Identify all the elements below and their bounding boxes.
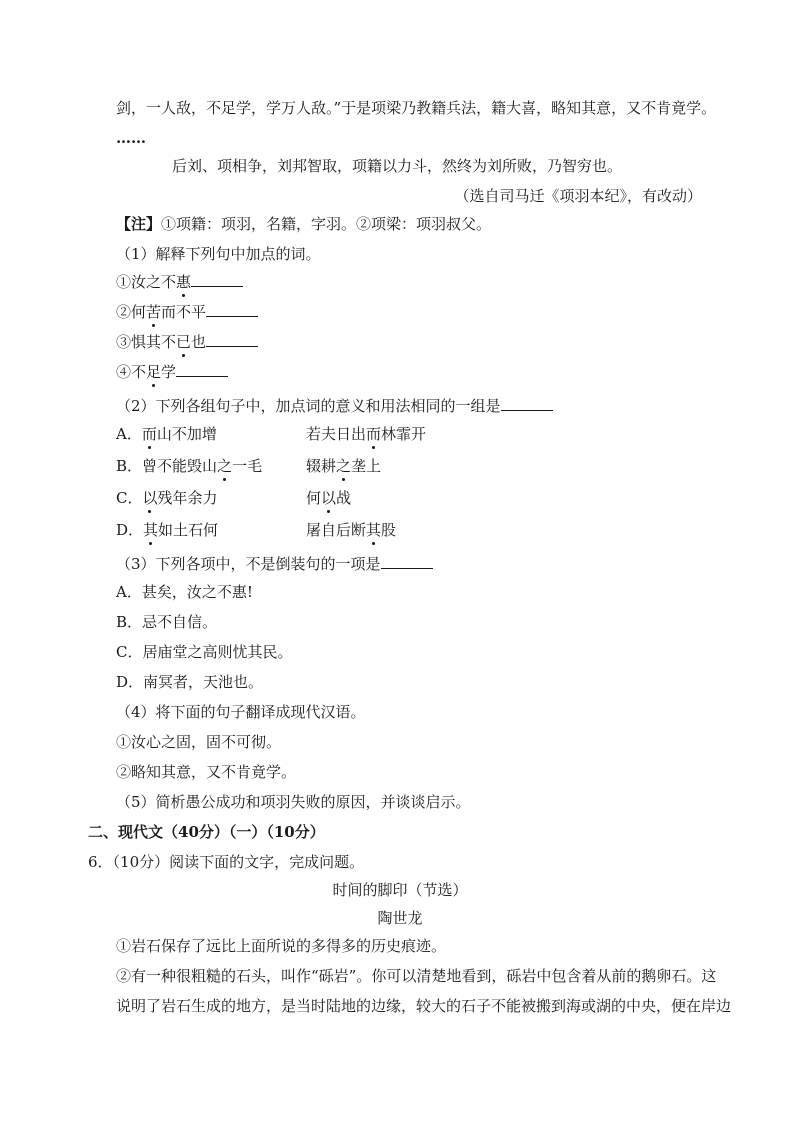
passage-ellipsis: …… bbox=[116, 129, 146, 147]
passage-source: （选自司马迁《项羽本纪》，有改动） bbox=[454, 187, 702, 205]
q1-item-2 bbox=[116, 302, 258, 322]
q1-item-4 bbox=[116, 362, 228, 382]
dotted-word: 已 bbox=[176, 333, 192, 351]
option-label: A． bbox=[116, 425, 142, 443]
option-text: 股 bbox=[381, 521, 397, 539]
option-text: 辍耕 bbox=[306, 457, 337, 475]
dotted-word: 而 bbox=[141, 425, 157, 443]
q1-item-text: 而不平 bbox=[161, 303, 207, 321]
option-label: B． bbox=[116, 457, 143, 475]
article-paragraph-2-line-1: ②有一种很粗糙的石头，叫作“砾岩”。你可以清楚地看到，砾岩中包含着从前的鹅卵石。这 bbox=[116, 967, 717, 985]
article-paragraph-1: ①岩石保存了远比上面所说的多得多的历史痕迹。 bbox=[116, 937, 447, 955]
answer-blank[interactable] bbox=[206, 302, 258, 317]
option-label: D． bbox=[116, 521, 144, 539]
dotted-word: 之 bbox=[217, 457, 233, 475]
option-text: 屠自后断 bbox=[306, 521, 367, 539]
option-text: 残年余力 bbox=[157, 489, 218, 507]
q5-stem: （5）简析愚公成功和项羽失败的原因，并谈谈启示。 bbox=[116, 793, 471, 811]
q4-item-1: ①汝心之固，固不可彻。 bbox=[116, 733, 282, 751]
q3-stem-text: （3）下列各项中，不是倒装句的一项是 bbox=[116, 555, 381, 573]
dotted-word: 足 bbox=[146, 363, 162, 381]
q2-stem-text: （2）下列各组句子中，加点词的意义和用法相同的一组是 bbox=[116, 397, 501, 415]
answer-blank[interactable] bbox=[501, 396, 553, 411]
q2-option-b[interactable] bbox=[116, 456, 616, 476]
option-text: 一毛 bbox=[232, 457, 263, 475]
option-text: 曾不能毁山 bbox=[142, 457, 218, 475]
q1-item-text: ①汝之不 bbox=[116, 273, 177, 291]
q3-option-c[interactable]: C．居庙堂之高则忧其民。 bbox=[116, 643, 293, 661]
q3-stem bbox=[116, 554, 433, 574]
option-pair-b bbox=[306, 520, 396, 540]
dotted-word: 苦 bbox=[146, 303, 162, 321]
option-text: 林霏开 bbox=[381, 425, 427, 443]
q1-item-1 bbox=[116, 272, 243, 292]
dotted-word: 以 bbox=[321, 489, 337, 507]
q2-option-d[interactable] bbox=[116, 520, 616, 540]
option-text: 垄上 bbox=[351, 457, 382, 475]
option-text: 如土石何 bbox=[158, 521, 219, 539]
q6-stem: 6．（10分）阅读下面的文字，完成问题。 bbox=[88, 853, 365, 871]
option-pair-b bbox=[306, 488, 351, 508]
option-text: 战 bbox=[336, 489, 352, 507]
dotted-word: 以 bbox=[142, 489, 158, 507]
q2-option-c[interactable] bbox=[116, 488, 616, 508]
q3-option-d[interactable]: D．南冥者，天池也。 bbox=[116, 673, 264, 691]
dotted-word: 之 bbox=[336, 457, 352, 475]
option-text: 若夫日出 bbox=[306, 425, 367, 443]
q3-option-b[interactable]: B．忌不自信。 bbox=[116, 613, 218, 631]
q1-stem: （1）解释下列句中加点的词。 bbox=[116, 245, 321, 263]
q1-item-text: ④不 bbox=[116, 363, 147, 381]
q1-item-text: ③惧其不 bbox=[116, 333, 177, 351]
option-text: 山不加增 bbox=[156, 425, 217, 443]
option-pair-b bbox=[306, 456, 381, 476]
answer-blank[interactable] bbox=[206, 332, 258, 347]
dotted-word: 其 bbox=[366, 521, 382, 539]
q2-option-a[interactable] bbox=[116, 424, 616, 444]
option-text: 何 bbox=[306, 489, 322, 507]
answer-blank[interactable] bbox=[381, 554, 433, 569]
q1-item-text: ②何 bbox=[116, 303, 147, 321]
option-pair-b bbox=[306, 424, 426, 444]
article-paragraph-2-line-2: 说明了岩石生成的地方，是当时陆地的边缘，较大的石子不能被搬到海或湖的中央，便在岸边 bbox=[116, 997, 732, 1015]
dotted-word: 而 bbox=[366, 425, 382, 443]
dotted-word: 其 bbox=[143, 521, 159, 539]
answer-blank[interactable] bbox=[176, 362, 228, 377]
q3-option-a[interactable]: A．甚矣，汝之不惠! bbox=[116, 583, 253, 601]
note-text: ①项籍：项羽，名籍，字羽。②项梁：项羽叔父。 bbox=[161, 215, 492, 233]
q1-item-3 bbox=[116, 332, 258, 352]
q1-item-text: 学 bbox=[161, 363, 177, 381]
option-label: C． bbox=[116, 489, 143, 507]
annotation-note bbox=[116, 214, 491, 234]
q1-item-text: 也 bbox=[191, 333, 207, 351]
dotted-word: 惠 bbox=[176, 273, 192, 291]
q4-item-2: ②略知其意，又不肯竟学。 bbox=[116, 763, 297, 781]
q2-stem bbox=[116, 396, 553, 416]
article-title: 时间的脚印（节选） bbox=[332, 881, 468, 899]
q4-stem: （4）将下面的句子翻译成现代汉语。 bbox=[116, 703, 366, 721]
passage-line-1: 剑，一人敌，不足学，学万人敌。”于是项梁乃教籍兵法，籍大喜，略知其意，又不肯竟学。 bbox=[116, 99, 717, 117]
answer-blank[interactable] bbox=[191, 272, 243, 287]
note-prefix: 【注】 bbox=[116, 215, 162, 233]
passage-line-2: 后刘、项相争，刘邦智取，项籍以力斗，然终为刘所败，乃智穷也。 bbox=[172, 157, 623, 175]
article-author: 陶世龙 bbox=[377, 909, 423, 927]
section-heading: 二、现代文（40分）（一）（10分） bbox=[88, 823, 325, 841]
